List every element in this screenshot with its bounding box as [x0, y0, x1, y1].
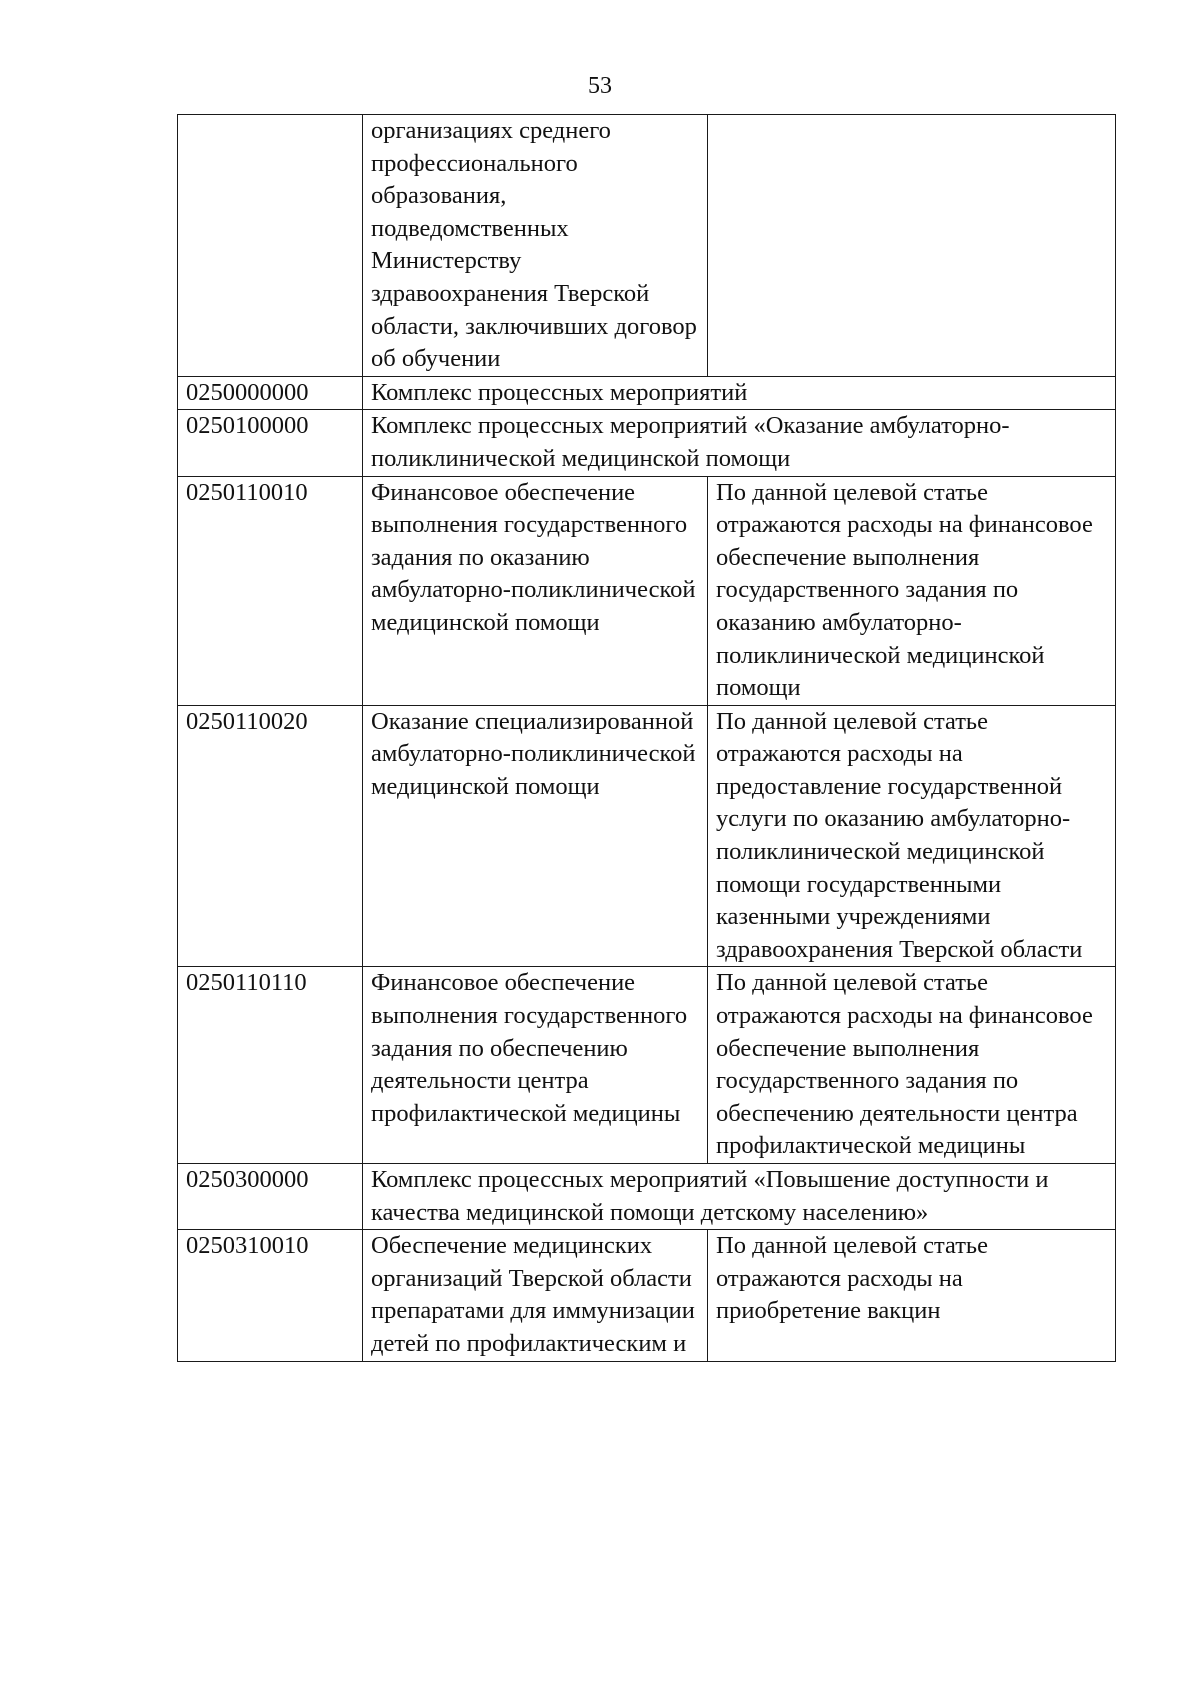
budget-classification-table: [177, 114, 1116, 1362]
target-code-cell: 0250110110: [178, 967, 363, 1164]
target-code-cell: 0250100000: [178, 410, 363, 476]
section-name-cell: Комплекс процессных мероприятий: [363, 376, 1116, 410]
target-name-cell: Обеспечение медицинских организаций Тверской области препаратами для иммунизации детей по профилактическим и: [363, 1230, 708, 1361]
target-description-cell: По данной целевой статье отражаются расходы на финансовое обеспечение выполнения государственного задания по обеспечению деятельности центра профилактической медицины: [708, 967, 1116, 1164]
target-code-cell: 0250300000: [178, 1164, 363, 1230]
table-row: [178, 115, 1116, 377]
target-name-cell: организациях среднего профессионального образования, подведомственных Министерству здравоохранения Тверской области, заключивших договор об обучении: [363, 115, 708, 377]
target-description-cell: [708, 115, 1116, 377]
table-row: [178, 705, 1116, 967]
target-description-cell: По данной целевой статье отражаются расходы на приобретение вакцин: [708, 1230, 1116, 1361]
table-row: [178, 1164, 1116, 1230]
target-name-cell: Оказание специализированной амбулаторно-поликлинической медицинской помощи: [363, 705, 708, 967]
target-code-cell: 0250000000: [178, 376, 363, 410]
target-name-cell: Финансовое обеспечение выполнения государственного задания по оказанию амбулаторно-поликлинической медицинской помощи: [363, 476, 708, 705]
target-code-cell: 0250110010: [178, 476, 363, 705]
table-row: [178, 476, 1116, 705]
page-number: 53: [588, 73, 612, 99]
target-name-cell: Финансовое обеспечение выполнения государственного задания по обеспечению деятельности центра профилактической медицины: [363, 967, 708, 1164]
table-row: [178, 1230, 1116, 1361]
table-row: [178, 410, 1116, 476]
target-description-cell: По данной целевой статье отражаются расходы на финансовое обеспечение выполнения государственного задания по оказанию амбулаторно-поликлинической медицинской помощи: [708, 476, 1116, 705]
section-name-cell: Комплекс процессных мероприятий «Повышение доступности и качества медицинской помощи детскому населению»: [363, 1164, 1116, 1230]
target-code-cell: 0250310010: [178, 1230, 363, 1361]
table-row: [178, 967, 1116, 1164]
table-row: [178, 376, 1116, 410]
target-description-cell: По данной целевой статье отражаются расходы на предоставление государственной услуги по оказанию амбулаторно-поликлинической медицинской помощи государственными казенными учреждениями здравоохранения Тверской области: [708, 705, 1116, 967]
section-name-cell: Комплекс процессных мероприятий «Оказание амбулаторно-поликлинической медицинской помощи: [363, 410, 1116, 476]
target-code-cell: 0250110020: [178, 705, 363, 967]
target-code-cell: [178, 115, 363, 377]
